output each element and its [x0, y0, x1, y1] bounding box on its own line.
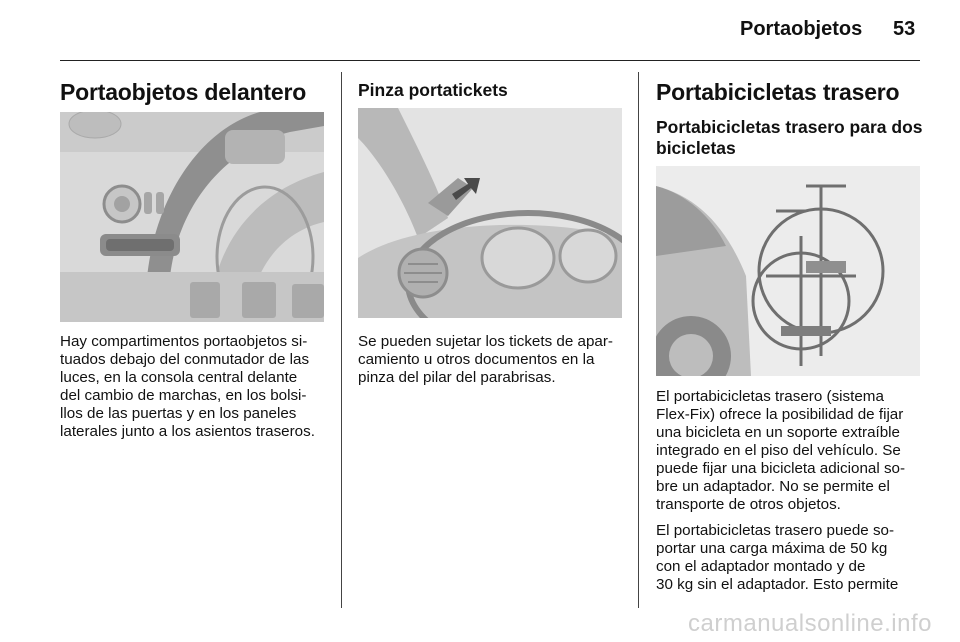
paragraph-line: luces, en la consola central delante	[60, 369, 298, 386]
paragraph-line: laterales junto a los asientos traseros.	[60, 423, 315, 440]
bike-carrier-paragraph-1	[656, 388, 905, 514]
paragraph-line: del cambio de marchas, en los bolsi-	[60, 387, 307, 404]
paragraph-line: Hay compartimentos portaobjetos si-	[60, 333, 308, 350]
section-heading-front-storage: Portaobjetos delantero	[60, 79, 307, 105]
paragraph-line: El portabicicletas trasero (sistema	[656, 388, 884, 405]
paragraph-line: puede fijar una bicicleta adicional so-	[656, 460, 906, 477]
paragraph-line: portar una carga máxima de 50 kg	[656, 540, 888, 557]
paragraph-line: llos de las puertas y en los paneles	[60, 405, 297, 422]
rear-bike-carrier-illustration	[656, 166, 920, 376]
ticket-clip-paragraph	[358, 333, 613, 387]
ticket-clip-illustration	[358, 108, 622, 318]
page-number: 53	[893, 18, 916, 40]
running-header-title: Portaobjetos	[740, 18, 863, 40]
front-storage-paragraph	[60, 333, 315, 441]
paragraph-line: integrado en el piso del vehículo. Se	[656, 442, 901, 459]
subheading-line: bicicletas	[656, 138, 736, 158]
header-rule	[60, 60, 920, 61]
paragraph-line: pinza del pilar del parabrisas.	[358, 369, 556, 386]
paragraph-line: Se pueden sujetar los tickets de apar-	[358, 333, 613, 350]
section-heading-rear-bike-carrier: Portabicicletas trasero	[656, 79, 900, 105]
paragraph-line: bre un adaptador. No se permite el	[656, 478, 890, 495]
column-divider-2	[638, 72, 639, 608]
subsection-heading-two-bikes	[656, 117, 923, 159]
paragraph-line: una bicicleta en un soporte extraíble	[656, 424, 901, 441]
paragraph-line: transporte de otros objetos.	[656, 496, 841, 513]
paragraph-line: camiento u otros documentos en la	[358, 351, 595, 368]
watermark-text: carmanualsonline.info	[688, 610, 932, 637]
paragraph-line: Flex-Fix) ofrece la posibilidad de fijar	[656, 406, 904, 423]
subheading-line: Portabicicletas trasero para dos	[656, 117, 923, 137]
bike-carrier-paragraph-2	[656, 522, 898, 594]
paragraph-line: El portabicicletas trasero puede so-	[656, 522, 895, 539]
paragraph-line: con el adaptador montado y de	[656, 558, 866, 575]
paragraph-line: tuados debajo del conmutador de las	[60, 351, 310, 368]
dashboard-storage-illustration	[60, 112, 324, 322]
column-divider-1	[341, 72, 342, 608]
section-heading-ticket-clip: Pinza portatickets	[358, 80, 508, 100]
paragraph-line: 30 kg sin el adaptador. Esto permite	[656, 576, 899, 593]
